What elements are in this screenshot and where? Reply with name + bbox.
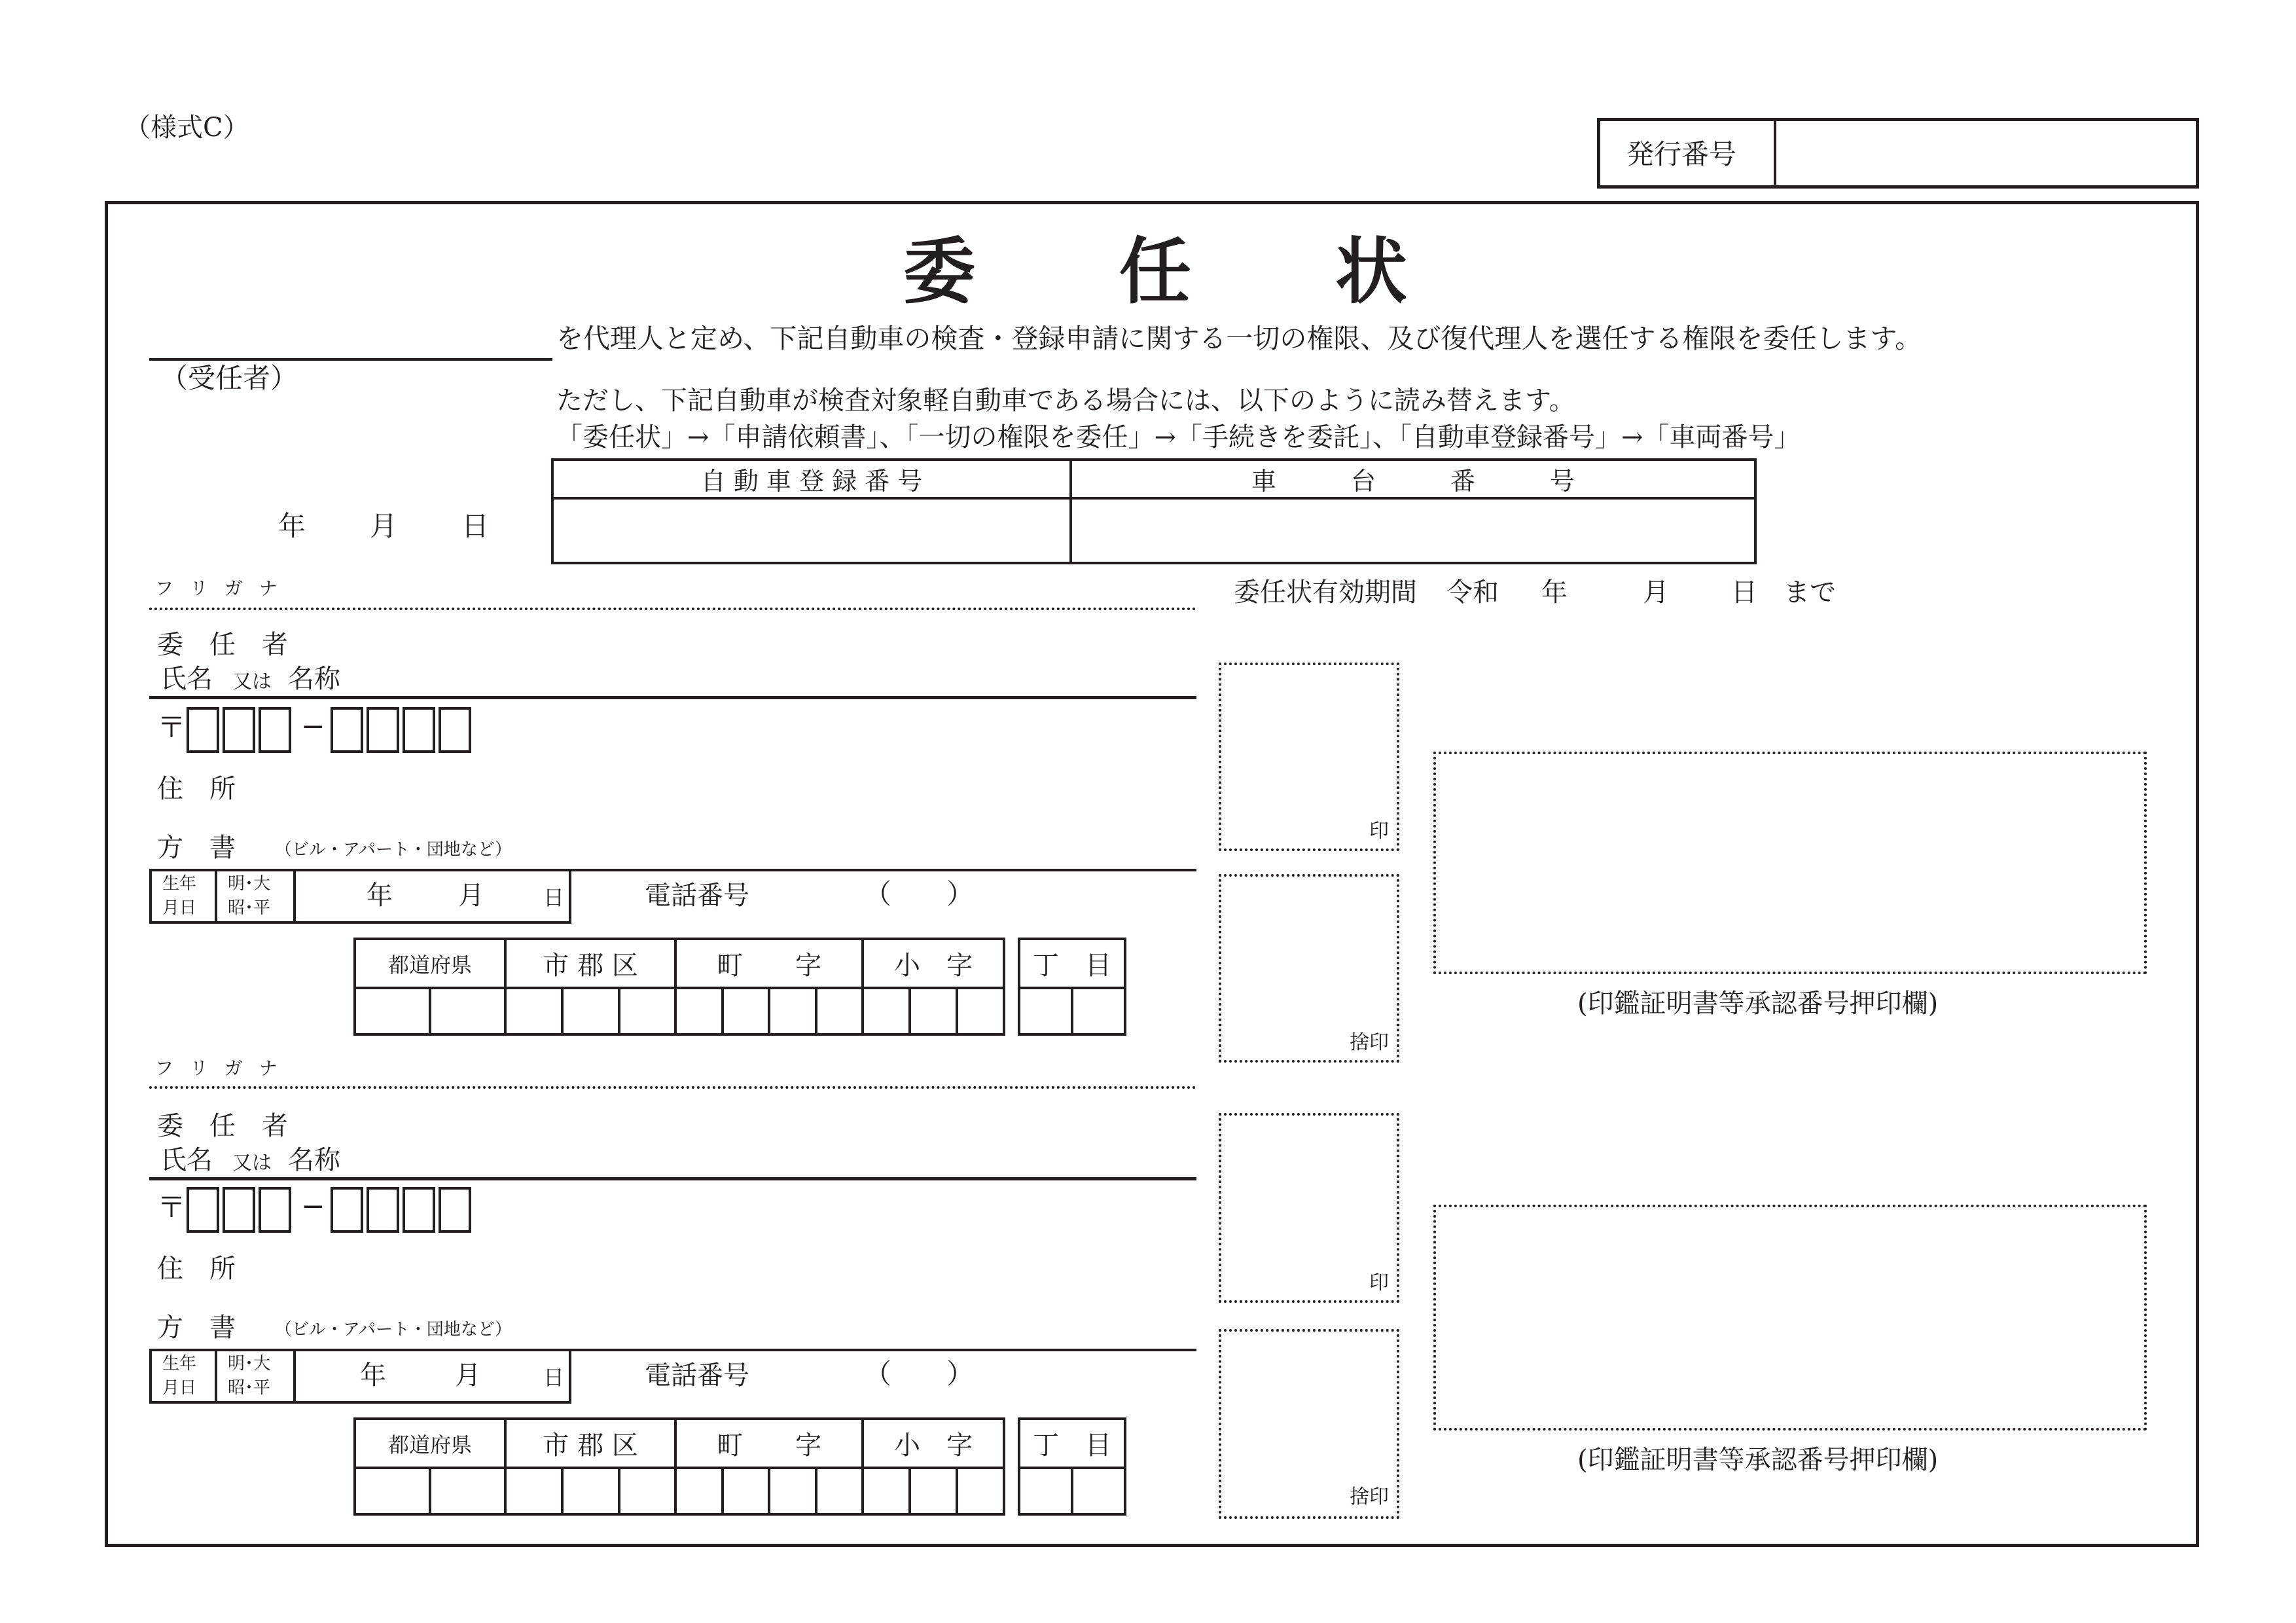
postal-dash: − <box>301 1190 325 1223</box>
validity-year: 年 <box>1541 577 1568 608</box>
era-option-1[interactable]: 明･大 <box>228 1354 271 1374</box>
postal-dash: − <box>301 710 325 743</box>
cert-label: (印鑑証明書等承認番号押印欄) <box>1577 989 1939 1019</box>
vehicle-reg-header: 自 動 車 登 録 番 号 <box>552 460 1071 498</box>
building-field[interactable] <box>524 1305 1191 1344</box>
postal-digit-1[interactable] <box>187 1187 219 1233</box>
code-cell[interactable] <box>505 1468 562 1514</box>
furigana-label: フ リ ガ ナ <box>155 1057 283 1079</box>
code-cell[interactable] <box>723 1468 769 1514</box>
birth-day: 日 <box>543 885 565 910</box>
birth-label-1: 生年 <box>162 1354 197 1374</box>
code-small-header: 小 字 <box>863 1419 1004 1468</box>
title-label: 名称 <box>288 664 340 694</box>
code-city-header: 市 郡 区 <box>505 1419 675 1468</box>
issue-number-label: 発行番号 <box>1626 138 1737 170</box>
code-chome-header: 丁 目 <box>1019 1419 1125 1468</box>
era-option-2[interactable]: 昭･平 <box>228 1378 271 1398</box>
validity-era: 令和 <box>1446 577 1499 608</box>
phone-paren: （ ） <box>864 878 975 910</box>
address-label: 住 所 <box>157 1254 236 1284</box>
date-month-label: 月 <box>370 510 398 542</box>
name-field[interactable] <box>367 1136 1191 1175</box>
phone-label: 電話番号 <box>645 881 749 911</box>
birth-year: 年 <box>360 1360 386 1391</box>
birth-label-2: 月日 <box>162 1378 197 1398</box>
birth-label-1: 生年 <box>162 874 197 894</box>
name-label: 氏名 <box>160 664 213 694</box>
title-label: 名称 <box>288 1145 340 1175</box>
or-label: 又は <box>232 1152 272 1175</box>
code-cell[interactable] <box>619 1468 676 1514</box>
postal-digit-4[interactable] <box>331 1187 363 1233</box>
code-cell[interactable] <box>957 1468 1004 1514</box>
postal-mark: 〒 <box>157 711 186 744</box>
principal-role: 委 任 者 <box>157 1111 288 1141</box>
principal-role: 委 任 者 <box>157 630 288 660</box>
validity-label: 委任状有効期間 <box>1234 577 1417 608</box>
code-cell[interactable] <box>562 1468 619 1514</box>
building-hint: （ビル・アパート・団地など） <box>275 840 512 860</box>
seal-label: 印 <box>1369 820 1389 843</box>
page-title: 委 任 状 <box>903 229 1407 314</box>
address-label: 住 所 <box>157 774 236 804</box>
code-city-header: 市 郡 区 <box>505 939 675 988</box>
date-day-label: 日 <box>461 510 490 542</box>
code-pref-header: 都道府県 <box>355 939 505 988</box>
address-code-table <box>353 1417 1005 1516</box>
date-year-label: 年 <box>278 510 306 542</box>
validity-month: 月 <box>1643 577 1669 608</box>
birth-month: 月 <box>455 1360 481 1391</box>
postal-digit-7[interactable] <box>439 1187 471 1233</box>
or-label: 又は <box>232 670 272 693</box>
postal-digit-5[interactable] <box>367 1187 399 1233</box>
birth-divider-2 <box>293 1349 296 1404</box>
postal-digit-6[interactable] <box>403 1187 435 1233</box>
postal-digit-3[interactable] <box>259 1187 291 1233</box>
chassis-header: 車 台 番 号 <box>1071 460 1755 498</box>
code-town-header: 町 字 <box>675 939 863 988</box>
building-label: 方 書 <box>157 1313 236 1343</box>
name-line <box>149 1177 1196 1180</box>
delegate-note-2: 「委任状」→「申請依頼書」、「一切の権限を委任」→「手続きを委託」、「自動車登録番号」→「車両番号」 <box>556 422 1801 452</box>
discard-seal-label: 捨印 <box>1350 1031 1389 1054</box>
birth-day: 日 <box>543 1365 565 1390</box>
discard-seal-label: 捨印 <box>1350 1486 1389 1508</box>
phone-paren: （ ） <box>864 1358 975 1390</box>
seal-label: 印 <box>1369 1271 1389 1294</box>
code-pref-header: 都道府県 <box>355 1419 505 1468</box>
phone-field[interactable] <box>772 1354 1191 1400</box>
code-cell[interactable] <box>910 1468 957 1514</box>
code-cell[interactable] <box>816 1468 863 1514</box>
delegate-note-1: ただし、下記自動車が検査対象軽自動車である場合には、以下のように読み替えます。 <box>556 386 1575 416</box>
cert-stamp-box[interactable] <box>1433 1205 2147 1431</box>
building-hint: （ビル・アパート・団地など） <box>275 1320 512 1340</box>
code-chome-header: 丁 目 <box>1019 939 1125 988</box>
furigana-field[interactable] <box>262 1054 1191 1083</box>
delegate-statement: を代理人と定め、下記自動車の検査・登録申請に関する一切の権限、及び復代理人を選任する権限を委任します。 <box>556 323 1922 354</box>
code-small-header: 小 字 <box>863 939 1004 988</box>
birth-divider-1 <box>215 1349 217 1404</box>
building-label: 方 書 <box>157 833 236 863</box>
birth-year: 年 <box>367 881 393 911</box>
code-cell[interactable] <box>675 1468 722 1514</box>
postal-digit-2[interactable] <box>223 1187 255 1233</box>
birth-label-2: 月日 <box>162 898 197 918</box>
postal-mark: 〒 <box>157 1191 186 1224</box>
chome-table <box>1018 1417 1126 1516</box>
validity-until: まで <box>1784 577 1836 608</box>
name-label: 氏名 <box>160 1145 213 1175</box>
address-field[interactable] <box>262 1246 1191 1285</box>
code-cell[interactable] <box>355 1468 430 1514</box>
code-cell[interactable] <box>1072 1468 1125 1514</box>
delegate-label: （受任者） <box>160 362 298 394</box>
code-cell[interactable] <box>863 1468 910 1514</box>
validity-day: 日 <box>1731 577 1757 608</box>
birth-month: 月 <box>458 881 484 911</box>
cert-label: (印鑑証明書等承認番号押印欄) <box>1577 1445 1939 1475</box>
code-cell[interactable] <box>430 1468 505 1514</box>
code-cell[interactable] <box>769 1468 816 1514</box>
form-code: （様式C） <box>124 113 249 143</box>
era-option-1[interactable]: 明･大 <box>228 874 271 894</box>
era-option-2[interactable]: 昭･平 <box>228 898 271 918</box>
furigana-label: フ リ ガ ナ <box>155 577 283 599</box>
code-cell[interactable] <box>1019 1468 1072 1514</box>
code-town-header: 町 字 <box>675 1419 863 1468</box>
phone-label: 電話番号 <box>645 1360 749 1391</box>
